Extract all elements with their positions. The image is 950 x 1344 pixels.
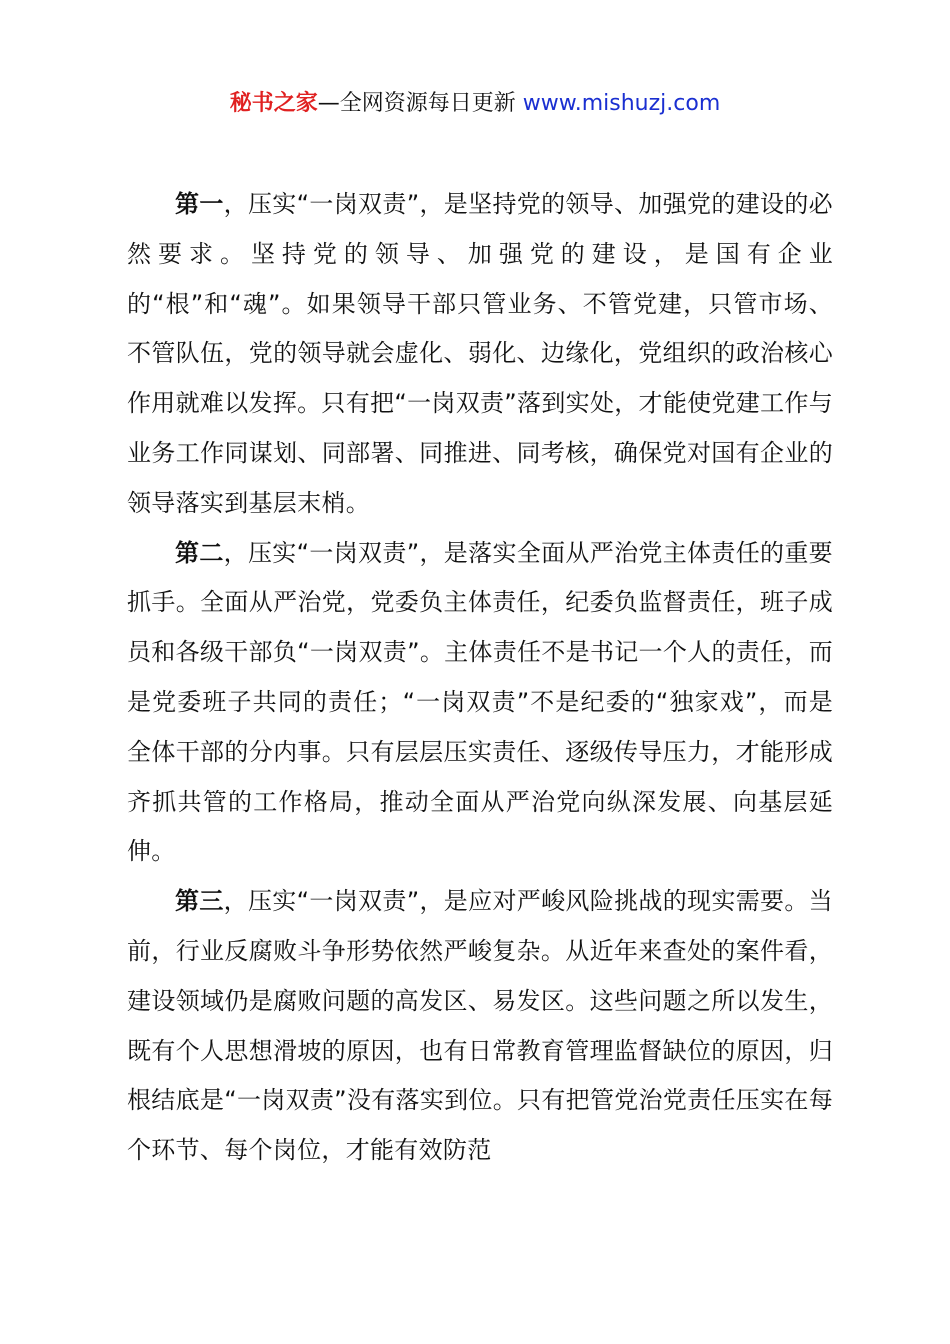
paragraph-lead: 第一 — [175, 190, 224, 218]
paragraph-third — [127, 877, 833, 1176]
paragraph-first — [127, 180, 833, 529]
site-header — [0, 86, 950, 122]
paragraph-text: ，压实“一岗双责”，是应对严峻风险挑战的现实需要。当前，行业反腐败斗争形势依然严峻复杂。从近年来查处的案件看，建设领域仍是腐败问题的高发区、易发区。这些问题之所以发生，既有个人思想滑坡的原因，也有日常教育管理监督缺位的原因，归根结底是“一岗双责”没有落实到位。只有把管党治党责任压实在每个环节、每个岗位，才能有效防范 — [127, 887, 833, 1165]
paragraph-lead: 第三 — [175, 887, 224, 916]
paragraph-second — [127, 529, 833, 878]
brand-name: 秘书之家 — [229, 91, 318, 116]
paragraph-lead: 第二 — [175, 538, 224, 567]
paragraph-text: ，压实“一岗双责”，是坚持党的领导、加强党的建设的必然要求。坚持党的领导、加强党的建设，是国有企业的“根”和“魂”。如果领导干部只管业务、不管党建，只管市场、不管队伍，党的领导就会虚化、弱化、边缘化，党组织的政治核心作用就难以发挥。只有把“一岗双责”落到实处，才能使党建工作与业务工作同谋划、同部署、同推进、同考核，确保党对国有企业的领导落实到基层末梢。 — [127, 190, 833, 517]
site-url-link[interactable]: www.mishuzj.com — [522, 91, 721, 116]
header-tagline: —全网资源每日更新 — [317, 91, 523, 116]
paragraph-text: ，压实“一岗双责”，是落实全面从严治党主体责任的重要抓手。全面从严治党，党委负主体责任，纪委负监督责任，班子成员和各级干部负“一岗双责”。主体责任不是书记一个人的责任，而是党委班子共同的责任；“一岗双责”不是纪委的“独家戏”，而是全体干部的分内事。只有层层压实责任、逐级传导压力，才能形成齐抓共管的工作格局，推动全面从严治党向纵深发展、向基层延伸。 — [127, 538, 833, 866]
document-body — [127, 180, 833, 1176]
